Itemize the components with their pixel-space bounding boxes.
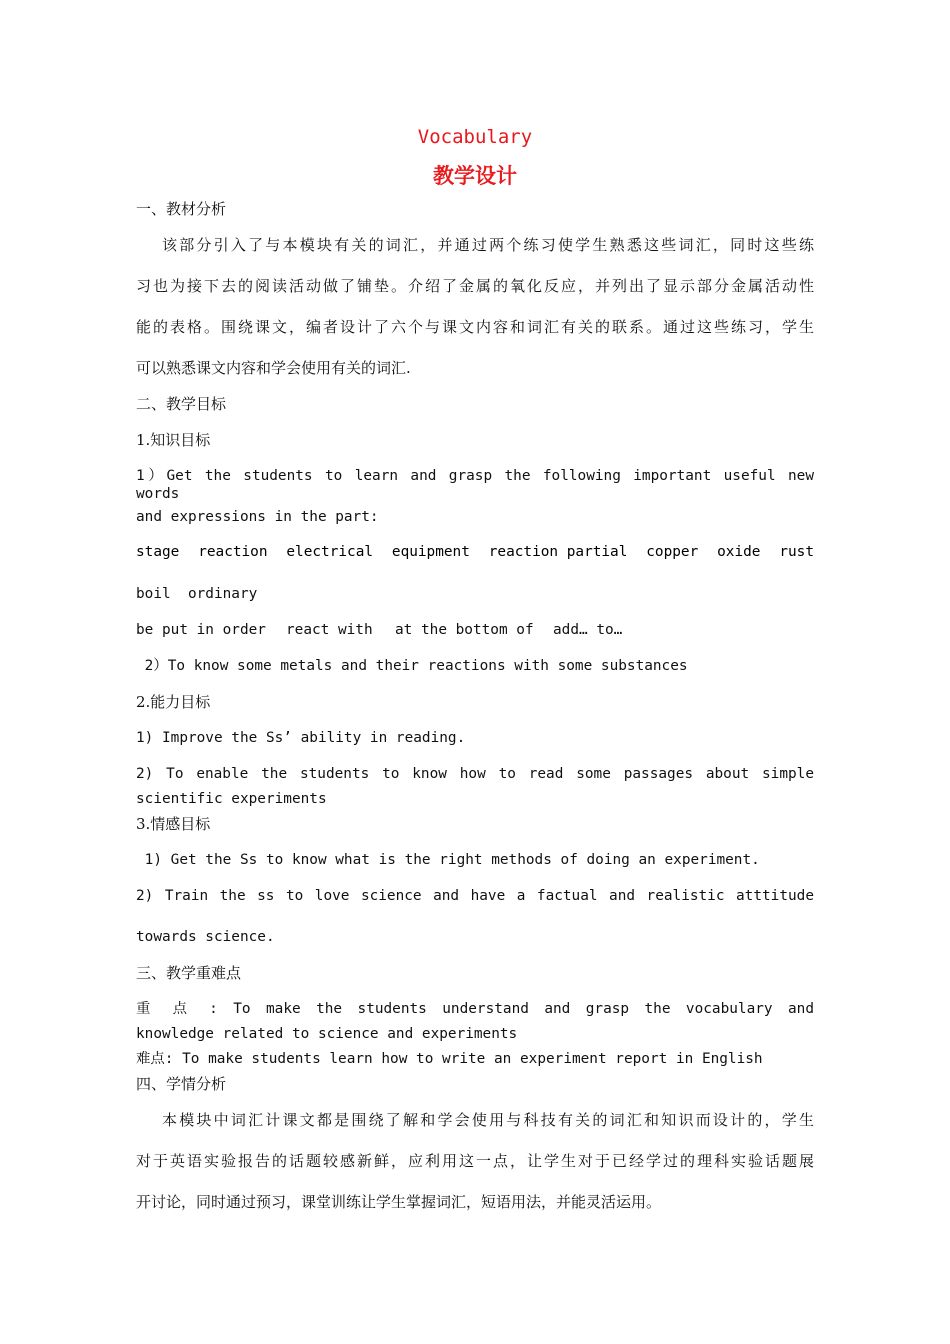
goal-emotion-item-2-line-2: towards science. xyxy=(136,929,275,945)
section-heading-2: 二、教学目标 xyxy=(136,395,227,413)
vocab-word: reaction partial xyxy=(488,544,628,560)
s1-para-line-4: 可以熟悉课文内容和学会使用有关的词汇. xyxy=(136,359,411,377)
goal-ability-item-1: 1) Improve the Ss’ ability in reading. xyxy=(136,730,466,746)
goal-ability-item-2-line-2: scientific experiments xyxy=(136,791,327,807)
goal-heading-emotion: 3.情感目标 xyxy=(136,815,211,833)
phrase: at the bottom of xyxy=(395,622,534,638)
vocabulary-words-line-2: boil ordinary xyxy=(136,586,258,602)
goal-knowledge-item-1-line-1: 1）Get the students to learn and grasp the following important useful new words xyxy=(136,468,814,502)
vocab-word: copper xyxy=(646,544,699,560)
goal-emotion-item-1: 1) Get the Ss to know what is the right methods of doing an experiment. xyxy=(136,852,760,868)
key-point-line-1: 重 点 : To make the students understand and grasp the vocabulary and xyxy=(136,1001,814,1017)
vocab-word: electrical xyxy=(286,544,374,560)
s1-para-line-2: 习也为接下去的阅读活动做了铺垫。介绍了金属的氧化反应，并列出了显示部分金属活动性 xyxy=(136,277,814,295)
phrase: react with xyxy=(286,622,373,638)
vocab-word: reaction xyxy=(198,544,268,560)
section-heading-4: 四、学情分析 xyxy=(136,1075,227,1093)
section-heading-1: 一、教材分析 xyxy=(136,200,227,218)
vocabulary-phrases xyxy=(136,621,622,639)
goal-emotion-item-2-line-1: 2) Train the ss to love science and have a factual and realistic atttitude xyxy=(136,888,814,904)
goal-heading-knowledge: 1.知识目标 xyxy=(136,431,211,449)
s4-para-line-2: 对于英语实验报告的话题较感新鲜，应利用这一点，让学生对于已经学过的理科实验话题展 xyxy=(136,1152,814,1170)
phrase: be put in order xyxy=(136,622,266,638)
s4-para-line-1: 本模块中词汇计课文都是围绕了解和学会使用与科技有关的词汇和知识而设计的，学生 xyxy=(162,1111,814,1129)
s4-para-line-3: 开讨论，同时通过预习，课堂训练让学生掌握词汇，短语用法，并能灵活运用。 xyxy=(136,1193,662,1211)
goal-knowledge-item-1-line-2: and expressions in the part: xyxy=(136,509,379,525)
goal-ability-item-2-line-1: 2) To enable the students to know how to read some passages about simple xyxy=(136,766,814,782)
vocab-word: stage xyxy=(136,544,180,560)
key-point-line-2: knowledge related to science and experiments xyxy=(136,1026,518,1042)
title-english: Vocabulary xyxy=(417,126,533,148)
goal-heading-ability: 2.能力目标 xyxy=(136,693,211,711)
s1-para-line-3: 能的表格。围绕课文，编者设计了六个与课文内容和词汇有关的联系。通过这些练习，学生 xyxy=(136,318,814,336)
title-chinese: 教学设计 xyxy=(433,163,517,188)
vocabulary-words-line-1 xyxy=(136,544,814,560)
goal-knowledge-item-2: 2）To know some metals and their reactions with some substances xyxy=(136,658,688,674)
s1-para-line-1: 该部分引入了与本模块有关的词汇，并通过两个练习使学生熟悉这些词汇，同时这些练 xyxy=(162,236,814,254)
vocab-word: oxide xyxy=(717,544,761,560)
difficulty-point: 难点: To make students learn how to write an experiment report in English xyxy=(136,1051,763,1067)
vocab-word: equipment xyxy=(391,544,470,560)
phrase: add… to… xyxy=(553,622,623,638)
vocab-word: rust xyxy=(779,544,814,560)
section-heading-3: 三、教学重难点 xyxy=(136,964,242,982)
